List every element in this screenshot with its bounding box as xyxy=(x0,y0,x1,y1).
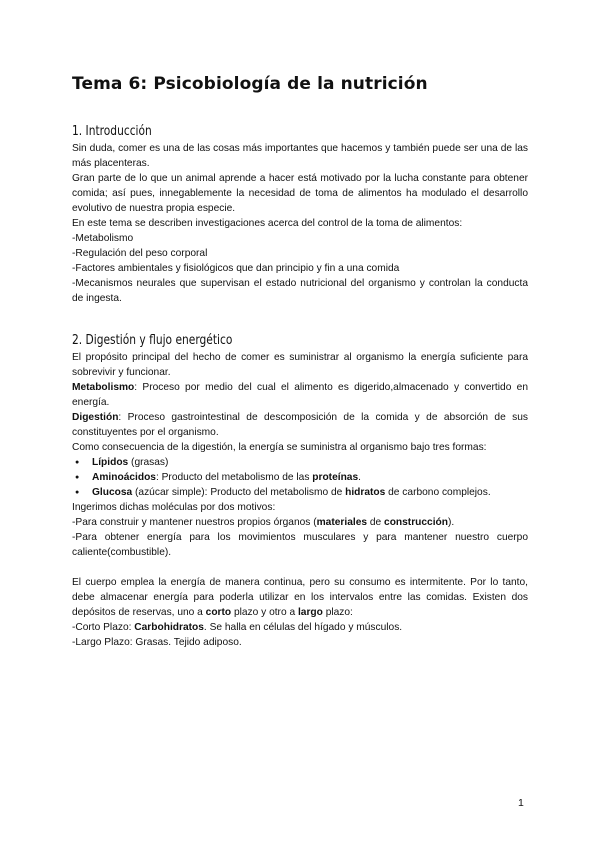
list-item: -Regulación del peso corporal xyxy=(72,248,208,259)
term: Metabolismo xyxy=(72,382,135,393)
definition-metabolismo: Metabolismo: Proceso por medio del cual el alimento es digerido,almacenado y convertido en energía. xyxy=(72,382,528,408)
paragraph: En este tema se describen investigaciones acerca del control de la toma de alimentos: xyxy=(72,218,463,229)
paragraph: Sin duda, comer es una de las cosas más importantes que hacemos y también puede ser una de las más placenteras. xyxy=(72,143,528,169)
list-item: -Para construir y mantener nuestros propios órganos (materiales de construcción). xyxy=(72,517,455,528)
list-item: -Largo Plazo: Grasas. Tejido adiposo. xyxy=(72,637,242,648)
section-digestion xyxy=(72,333,528,650)
paragraph: Como consecuencia de la digestión, la energía se suministra al organismo bajo tres formas: xyxy=(72,442,487,453)
term: Digestión xyxy=(72,412,119,423)
bullet-item: ● Glucosa (azúcar simple): Producto del metabolismo de hidratos de carbono complejos. xyxy=(72,485,528,500)
definition-digestion: Digestión: Proceso gastrointestinal de descomposición de la comida y de absorción de sus constituyentes por el organismo. xyxy=(72,412,528,438)
paragraph: El propósito principal del hecho de comer es suministrar al organismo la energía suficiente para sobrevivir y funcionar. xyxy=(72,352,528,378)
list-item: -Metabolismo xyxy=(72,233,134,244)
bullet-item: ● Lípidos (grasas) xyxy=(72,455,528,470)
section-introduccion xyxy=(72,124,528,306)
bullet-item: ● Aminoácidos: Producto del metabolismo de las proteínas. xyxy=(72,470,528,485)
bullet-list xyxy=(72,455,528,500)
list-item: -Factores ambientales y fisiológicos que dan principio y fin a una comida xyxy=(72,263,400,274)
paragraph: Ingerimos dichas moléculas por dos motivos: xyxy=(72,502,276,513)
list-item: -Para obtener energía para los movimientos musculares y para mantener nuestro cuerpo caliente(combustible). xyxy=(72,532,528,558)
page-title: Tema 6: Psicobiología de la nutrición xyxy=(72,74,428,94)
list-item: -Mecanismos neurales que supervisan el estado nutricional del organismo y controlan la conducta de ingesta. xyxy=(72,278,528,304)
paragraph: Gran parte de lo que un animal aprende a hacer está motivado por la lucha constante para obtener comida; así pues, innegablemente la necesidad de toma de alimentos ha modulado el desarrollo evolutivo de nuestra propia especie. xyxy=(72,173,528,214)
paragraph: El cuerpo emplea la energía de manera continua, pero su consumo es intermitente. Por lo tanto, debe almacenar energía para poderla utilizar en los intervalos entre las comidas. Existen dos depósitos de reservas, uno a corto plazo y otro a largo plazo: xyxy=(72,577,528,618)
section-heading: 2. Digestión y flujo energético xyxy=(72,333,233,348)
list-item: -Corto Plazo: Carbohidratos. Se halla en células del hígado y músculos. xyxy=(72,622,403,633)
page-number: 1 xyxy=(518,797,524,809)
section-heading: 1. Introducción xyxy=(72,124,152,139)
